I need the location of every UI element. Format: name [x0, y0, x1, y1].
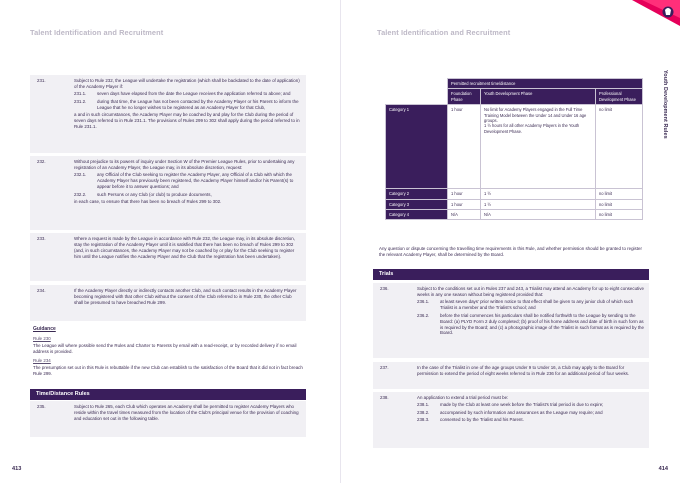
section-title-trials: Trials — [373, 269, 649, 280]
rule-236-panel — [373, 283, 649, 358]
subrule-text: any Official of the Club seeking to register the Academy Player, any Official of a Club with which the Academy Player has previously been registered, the Academy Player himself and/or his Parent(s) to appear before it to answer questions; and — [97, 172, 294, 190]
rule-text: If the Academy Player directly or indirectly contacts another Club, and such contact results in the Academy Player becoming registered with that other Club without the consent of the Club referred to in Rule 230, the other Club shall be presumed to have breached Rule 299. — [74, 288, 297, 305]
table-row — [386, 209, 643, 219]
subrule-number: 236.1. — [417, 299, 430, 305]
rule-number: 232. — [37, 159, 46, 164]
rule-text: In the case of the Trialist in one of the age groups Under 9 to Under 16, a Club may apply to the Board for permission to extend the period of eight weeks referred to in Rule 236 for an additional period of four weeks. — [417, 365, 630, 376]
subrule-text: such Persons or any Club (or club) to produce documents, — [97, 191, 212, 197]
table-cell: No limit for Academy Players engaged in the Full Time Training Model between the Under 14 and Under 16 age groups. 1 ½ hours for all other Academy Players in the Youth Development Phase. — [481, 105, 596, 189]
table-cell: no limit — [595, 209, 642, 219]
table-cell: no limit — [595, 189, 642, 199]
rule-number: 234. — [37, 288, 46, 293]
rule-text: Without prejudice to its powers of inquiry under Section W of the Premier League Rules, prior to undertaking any registration of an Academy Player, the League may, in its absolute discretion, request: — [74, 159, 295, 170]
table-cell: 1 ½ — [481, 189, 596, 199]
subrule-number: 232.2. — [74, 191, 87, 197]
guidance-rule-ref: Rule 230 — [33, 335, 51, 341]
subrule-number: 238.2. — [417, 409, 430, 415]
rule-232-panel — [30, 156, 306, 230]
table-cell: 1 ½ — [481, 199, 596, 209]
subrule-number: 231.2. — [74, 98, 87, 104]
rule-number: 238. — [380, 395, 389, 400]
subrule-text: accompanied by such information and assurances as the League may require; and — [440, 409, 603, 415]
subrule-text: made by the Club at least one week before the Trialist's trial period is due to expire; — [440, 402, 604, 408]
page-header: Talent Identification and Recruitment — [30, 28, 164, 37]
guidance-rule-ref: Rule 234 — [33, 357, 51, 363]
table-footnote: Any question or dispute concerning the travelling time requirements in this Rule, and whether permission should be granted to register the relevant Academy Player, shall be determined by the Board. — [379, 246, 642, 257]
column-header: Professional Development Phase — [595, 89, 642, 105]
rule-text: Where a request is made by the League in accordance with Rule 232, the League may, in its absolute discretion, stay the registration of the Academy Player until it is satisfied that there has been no breach of Rules 299 to 302 (and, in such circumstances, the Academy Player may not be coached by or play for the Club seeking to register him until the League notifies the Academy Player and the Club that the registration has been undertaken). — [74, 236, 295, 259]
column-header: Foundation Phase — [448, 89, 481, 105]
subrule-number: 232.1. — [74, 172, 87, 178]
subrule-text: at least seven days' prior written notice to that effect shall be given to any junior club of which such Trialist is a member and the Trialist's school; and — [440, 299, 634, 311]
rule-text: An application to extend a trial period must be: — [417, 395, 509, 400]
rule-text: Subject to Rule 265, each Club which operates an Academy shall be permitted to register Academy Players who reside within the travel times measured from the location of the Club's principal venue for the provision of coaching and education set out in the following table. — [74, 404, 299, 421]
subrule-text: during that time, the League has not been contacted by the Academy Player or his Parent to inform the League that he no longer wishes to be registered as an Academy Player for that Club, — [97, 98, 299, 110]
subrule-text: before the trial commences his particulars shall be notified forthwith to the League by sending to the Board: (a) PLYD Form 2 duly completed; (b) proof of his home address and date of birth in such form as is required by the Board; and (c) a photographic image of the Trialist in such format as is required by the Board. — [440, 312, 644, 336]
row-header: Category 2 — [386, 189, 448, 199]
subrule-number: 238.1. — [417, 402, 430, 408]
guidance-text: The presumption set out in this Rule is rebuttable if the new Club can establish to the satisfaction of the Board that it did not in fact breach Rule 299. — [33, 364, 303, 376]
rule-text: Subject to Rule 232, the League will undertake the registration (which shall be backdated to the date of application) of the Academy Player if: — [74, 78, 300, 89]
rule-234-panel — [30, 285, 306, 321]
table-cell: 1 hour — [448, 199, 481, 209]
rule-number: 237. — [380, 365, 389, 370]
row-header: Category 3 — [386, 199, 448, 209]
rule-text-continued: in each case, to ensure that there has been no breach of Rules 299 to 302. — [74, 199, 222, 205]
rule-text: Subject to the conditions set out in Rules 237 and 243, a Trialist may attend an Academy for up to eight consecutive weeks in any one season without being registered provided that: — [417, 286, 644, 297]
recruitment-table — [385, 78, 643, 220]
rule-231-panel — [30, 75, 306, 153]
side-tab-label: Youth Development Rules — [662, 70, 668, 139]
table-row — [386, 199, 643, 209]
rule-number: 233. — [37, 236, 46, 241]
page-header: Talent Identification and Recruitment — [377, 28, 511, 37]
table-row — [386, 189, 643, 199]
premier-league-lion-icon — [632, 0, 680, 34]
table-cell: N/A — [448, 209, 481, 219]
table-cell: no limit — [595, 105, 642, 189]
subrule-text: consented to by the Trialist and his Parent. — [440, 417, 524, 423]
corner-logo — [632, 0, 680, 34]
table-cell: no limit — [595, 199, 642, 209]
section-title-time-distance: Time/Distance Rules — [30, 389, 306, 400]
guidance-title: Guidance — [33, 326, 56, 332]
table-top-header: Permitted recruitment time/distance — [448, 79, 643, 89]
rule-235-panel — [30, 401, 306, 437]
subrule-text: seven days have elapsed from the date the League receives the application referred to above; and — [97, 91, 291, 97]
subrule-number: 238.3. — [417, 417, 430, 423]
page-number: 414 — [658, 466, 668, 472]
subrule-number: 236.2. — [417, 312, 430, 318]
rule-238-panel — [373, 392, 649, 448]
table-row — [386, 105, 643, 189]
guidance-box — [33, 326, 305, 380]
right-page — [340, 0, 680, 483]
rule-number: 236. — [380, 286, 389, 291]
rule-237-panel — [373, 362, 649, 389]
guidance-text: The League will where possible send the Rules and Charter to Parents by email with a read-receipt, or by recorded delivery if no email address is provided. — [33, 342, 297, 354]
rule-number: 231. — [37, 78, 46, 83]
rule-233-panel — [30, 233, 306, 281]
column-header: Youth Development Phase — [481, 89, 596, 105]
page-number: 413 — [12, 466, 22, 472]
table-cell: 1 hour — [448, 189, 481, 199]
table-cell: 1 hour — [448, 105, 481, 189]
rule-number: 235. — [37, 404, 46, 409]
rule-text-continued: a and in such circumstances, the Academy Player may be coached by and play for the Club during the period of seven days referred to in Rule 231.1. The provisions of Rules 299 to 302 shall apply during the period referred to in Rule 231.1. — [74, 112, 300, 129]
row-header: Category 1 — [386, 105, 448, 189]
row-header: Category 4 — [386, 209, 448, 219]
table-cell: N/A — [481, 209, 596, 219]
subrule-number: 231.1. — [74, 91, 87, 97]
